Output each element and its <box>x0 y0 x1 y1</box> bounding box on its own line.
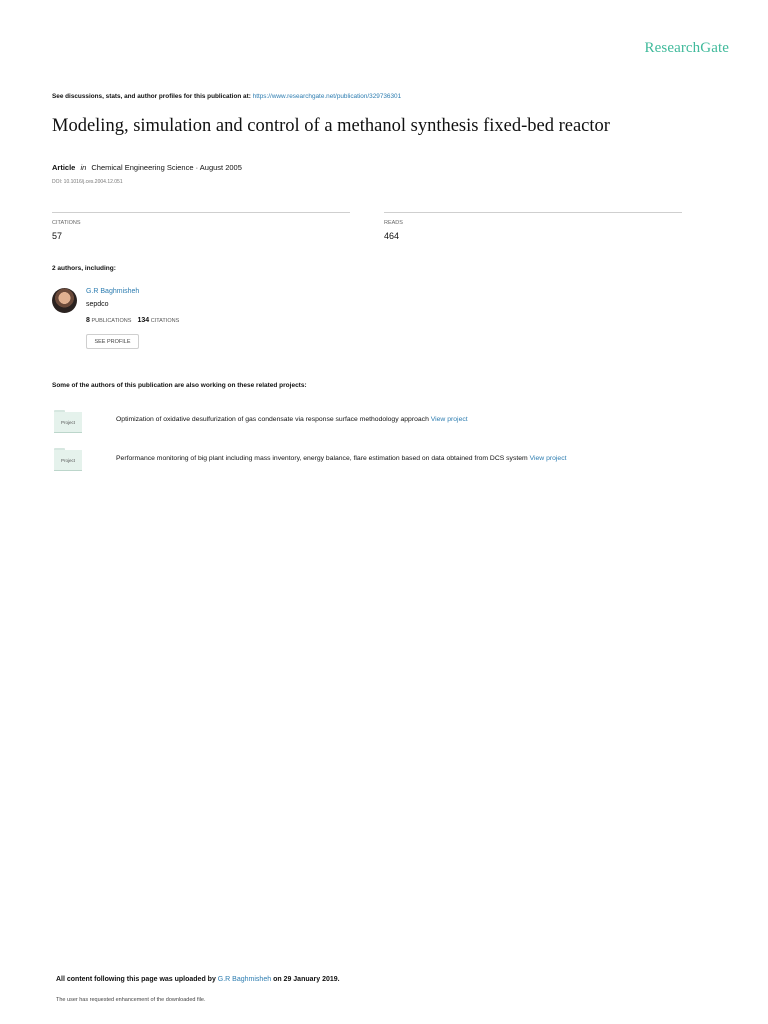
author-citations-label: CITATIONS <box>150 318 180 324</box>
project-item <box>116 455 566 462</box>
citations-value: 57 <box>52 231 63 241</box>
researchgate-logo[interactable]: ResearchGate <box>644 40 729 56</box>
publication-url-link[interactable]: https://www.researchgate.net/publication/329736301 <box>252 93 402 100</box>
publication-title: Modeling, simulation and control of a methanol synthesis fixed-bed reactor <box>52 116 610 136</box>
enhancement-note: The user has requested enhancement of the downloaded file. <box>56 997 206 1003</box>
doi-text: DOI: 10.1016/j.ces.2004.12.051 <box>52 179 123 185</box>
view-project-link[interactable]: View project <box>529 455 567 462</box>
view-project-link[interactable]: View project <box>430 416 468 423</box>
reads-divider <box>384 212 682 213</box>
project-title: Performance monitoring of big plant including mass inventory, energy balance, flare estimation based on data obtained from DCS system <box>116 455 528 462</box>
journal-name[interactable]: Chemical Engineering Science <box>91 163 194 172</box>
author-affiliation: sepdco <box>86 301 109 308</box>
author-name-link[interactable]: G.R Baghmisheh <box>86 288 140 295</box>
discussion-text: See discussions, stats, and author profiles for this publication at: <box>52 93 251 100</box>
author-publications-count: 8 <box>86 317 90 324</box>
reads-value: 464 <box>384 231 400 241</box>
upload-info <box>56 976 340 983</box>
related-projects-heading: Some of the authors of this publication are also working on these related projects: <box>52 382 307 389</box>
reads-label: READS <box>384 220 403 226</box>
see-profile-button[interactable]: SEE PROFILE <box>86 334 139 349</box>
author-avatar[interactable] <box>52 288 77 313</box>
project-title: Optimization of oxidative desulfurization of gas condensate via response surface methodology approach <box>116 416 429 423</box>
project-folder-icon <box>54 448 82 470</box>
author-stats <box>86 317 179 324</box>
citations-divider <box>52 212 350 213</box>
citations-label: CITATIONS <box>52 220 81 226</box>
authors-heading: 2 authors, including: <box>52 265 116 272</box>
author-citations-count: 134 <box>137 317 150 324</box>
project-item <box>116 416 468 423</box>
project-badge: Project <box>54 412 82 433</box>
project-badge: Project <box>54 450 82 471</box>
publication-date: August 2005 <box>199 163 242 172</box>
discussion-line <box>52 93 401 100</box>
uploader-link[interactable]: G.R Baghmisheh <box>217 976 272 983</box>
author-publications-label: PUBLICATIONS <box>91 318 132 324</box>
publication-meta <box>52 163 242 172</box>
project-folder-icon <box>54 410 82 432</box>
publication-type: Article <box>52 163 76 172</box>
upload-suffix: on 29 January 2019. <box>273 976 340 983</box>
upload-prefix: All content following this page was uploaded by <box>56 976 216 983</box>
meta-separator: · <box>195 163 199 172</box>
in-word: in <box>80 163 87 172</box>
